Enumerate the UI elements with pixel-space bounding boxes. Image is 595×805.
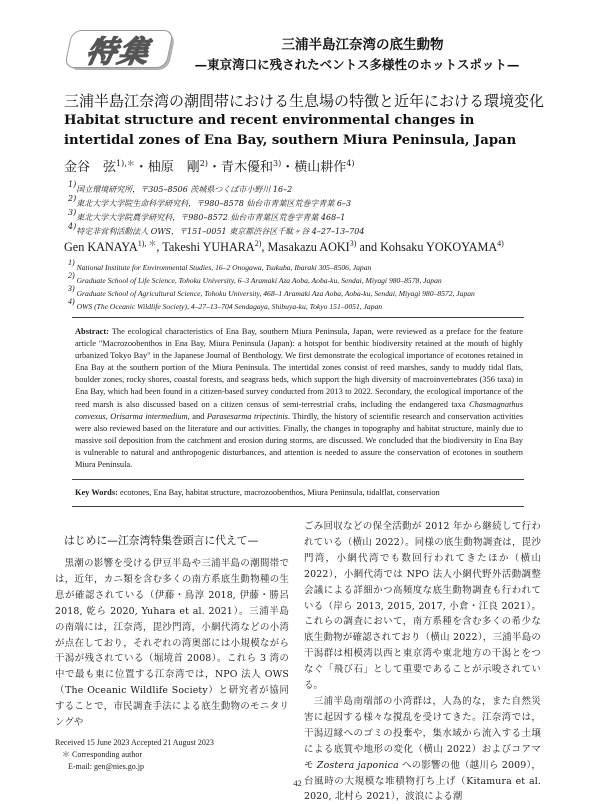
author-sup: 3) [273, 159, 282, 168]
affiliation-text: 東北大学大学院農学研究科，〒980–8572 仙台市青葉区荒巻字青葉 468–1 [76, 213, 346, 222]
keywords-label: Key Words: [75, 488, 118, 497]
affiliation-num: 1) [68, 258, 75, 267]
author-name: , Masakazu AOKI [261, 240, 350, 254]
affiliation-text: Graduate School of Life Science, Tohoku University, 6–3 Aramaki Aza Aoba, Aoba-ku, Sendai, Miyagi 980–8578, Japan [76, 276, 442, 285]
section-heading: はじめに—江奈湾特集巻頭言に代えて— [64, 534, 259, 547]
corresponding-email: E-mail: gen@nies.go.jp [68, 762, 145, 771]
species-name: Chasmagnathus convexus [75, 399, 523, 421]
keywords [75, 487, 523, 499]
body-column-right [304, 519, 541, 805]
keywords-text: ecotones, Ena Bay, habitat structure, macrozoobenthos, Miura Peninsula, tidalflat, conservation [117, 488, 440, 497]
abstract-sep: , and [187, 411, 207, 421]
affiliation-text: OWS (The Oceanic Wildlife Society), 4–27–13–704 Sendagaya, Shibuya-ku, Tokyo 151–0051, Japan [76, 302, 383, 311]
badge-frame [64, 30, 174, 68]
series-title: 三浦半島江奈湾の底生動物 [281, 37, 444, 53]
author-name: , Takeshi YUHARA [156, 240, 255, 254]
affiliation-text: National Institute for Environmental Studies, 16–2 Onogawa, Tsukuba, Ibaraki 305–8506, Japan [76, 263, 372, 272]
abstract-text: . Thirdly, the history of scientific research and conservation activities were also reviewed based on the literature and our activities. Finally, the changes in topography and habitat structure, mainly due to massive soil deposition from the catchment and erosion during storms, are discussed. We concluded that the biodiversity in Ena Bay is vulnerable to natural and anthropogenic disturbances, and attention is needed to assure the conservation of ecotones in southern Miura Peninsula. [75, 411, 523, 470]
affiliation-text: 特定非営利活動法人 OWS，〒151–0051 東京都渋谷区千駄ヶ谷 4–27–13–704 [76, 227, 365, 236]
affiliation-num: 4) [68, 297, 75, 306]
abstract-text: The ecological characteristics of Ena Bay, southern Miura Peninsula, Japan, were reviewed as a preface for the feature article "Macrozoobenthos in Ena Bay, Miura Peninsula (Japan): a hotspot for benthic biodiversity retained at the mouth of highly urbanized Tokyo Bay" in the Japanese Journal of Benthology. We first demonstrate the ecological importance of ecotones retained in Ena Bay at the southern portion of the Miura Peninsula. The intertidal zones consist of reed marshes, sandy to muddy tidal flats, boulder zones, rocky shores, coastal forests, and seagrass beds, which support the high diversity of macroinvertebrates (356 taxa) in Ena Bay, which had been found in a citizen-based survey conducted from 2013 to 2022. Secondary, the ecological importance of the reed marsh is also discussed based on a citizen census of semi-terrestrial crabs, including the endangered taxa [75, 327, 523, 409]
badge-text: 特集 [82, 35, 154, 70]
abstract [75, 326, 523, 471]
species-name: Zostera japonica [316, 759, 399, 771]
authors-en [64, 236, 504, 255]
series-subtitle: —東京湾口に残されたベントス多様性のホットスポット— [194, 57, 520, 72]
abstract-top-rule [72, 317, 524, 318]
affiliation-text: Graduate School of Agricultural Science, Tohoku University, 468–1 Aramaki Aza Aoba, Aoba-ku, Sendai, Miyagi 980–8572, Japan [76, 289, 475, 298]
affiliation-text: 東北大学大学院生命科学研究科，〒980–8578 仙台市青葉区荒巻字青葉 6–3 [76, 199, 352, 208]
feature-badge [68, 30, 180, 72]
body-paragraph: への影響の他（越川ら 2009），台風時の大規模な堆積物打ち上げ（Kitamura et al. 2020, 北村ら 2021），波浪による潮 [304, 759, 541, 803]
article-title-en: Habitat structure and recent environmental changes in intertidal zones of Ena Bay, southern Miura Peninsula, Japan [64, 113, 517, 148]
author-name: and Kohsaku YOKOYAMA [356, 240, 498, 254]
author-sup: 1),＊ [116, 159, 135, 168]
abstract-bottom-rule [72, 479, 524, 480]
abstract-label: Abstract: [75, 327, 109, 336]
species-name: Orisarma intermedium [110, 411, 188, 421]
body-column-left [55, 556, 289, 731]
page-number: 42 [293, 779, 302, 788]
author-name: ・横山耕作 [281, 160, 347, 175]
author-name: Gen KANAYA [64, 240, 138, 254]
keywords-rule [72, 506, 524, 507]
author-sup: 3) [349, 239, 357, 248]
authors-ja [64, 155, 354, 177]
author-sup: 4) [497, 239, 504, 248]
affiliation-num: 3) [68, 208, 77, 217]
corresponding-label: Corresponding author [72, 750, 142, 759]
article-title-ja: 三浦半島江奈湾の潮間帯における生息場の特徴と近年における環境変化 [64, 92, 545, 110]
author-name: ・柚原 剛 [134, 160, 200, 175]
affiliation-num: 2) [68, 194, 77, 203]
author-sup: 2) [254, 239, 262, 248]
author-sup: 1), ＊ [137, 239, 157, 248]
received-dates: Received 15 June 2023 Accepted 21 August 2023 [55, 738, 214, 747]
species-name: Parasesarma tripectinis [206, 411, 288, 421]
body-paragraph: 三浦半島南端部の小湾群は，人為的な，また自然災害に起因する様々な撹乱を受けてきた。江奈湾では，干潟辺縁へのゴミの投棄や，集水域から流入する土壌による底質や地形の変化（横山 2022）およびコアマモ [304, 695, 541, 771]
affiliation-num: 4) [68, 222, 77, 231]
author-sup: 2) [199, 159, 209, 168]
affiliation-num: 2) [68, 271, 75, 280]
affiliation-num: 3) [68, 284, 75, 293]
author-name: ・青木優和 [208, 160, 274, 175]
corresponding-author [62, 749, 142, 761]
abstract-sep: , [105, 411, 111, 421]
affiliation-en [68, 295, 548, 313]
author-name: 金谷 弦 [64, 160, 117, 175]
asterisk-icon: ＊ [62, 750, 70, 759]
body-paragraph: ごみ回収などの保全活動が 2012 年から継続して行われている（横山 2022）。同様の底生動物調査は，毘沙門湾，小網代湾でも数回行われてきたほか（横山 2022），小網代湾では NPO 法人小網代野外活動調整会議による詳細かつ高頻度な底生動物調査も行われている（岸ら 2013, 2015, 2017, 小倉・江良 2021）。これらの調査において，南方系種を含む多くの希少な底生動物が確認されており（横山 2022），三浦半島の干潟群は相模湾以西と東京湾や東北地方の干潟とをつなぐ「飛び石」として重要であることが示唆されている。 [304, 521, 541, 692]
affiliation-num: 1) [68, 180, 77, 189]
affiliation-text: 国立環境研究所，〒305–8506 茨城県つくば市小野川 16–2 [76, 185, 293, 194]
author-sup: 4) [346, 159, 355, 168]
body-paragraph: 黒潮の影響を受ける伊豆半島や三浦半島の潮間帯では，近年，カニ類を含む多くの南方系底生動物種の生息が確認されている（伊藤・鳥淳 2018, 伊藤・勝呂 2018, 乾ら 2020, Yuhara et al. 2021）。三浦半島の南端には，江奈湾，毘沙門湾，小網代湾などの小湾が点在しており，それぞれの湾奥部には小規模ながら干潟が残されている（堀境首 2008）。これら 3 湾の中で最も東に位置する江奈湾では，NPO 法人 OWS（The Oceanic Wildlife Society）と研究者が協同することで，市民調査手法による底生動物のモニタリングや [55, 558, 289, 729]
